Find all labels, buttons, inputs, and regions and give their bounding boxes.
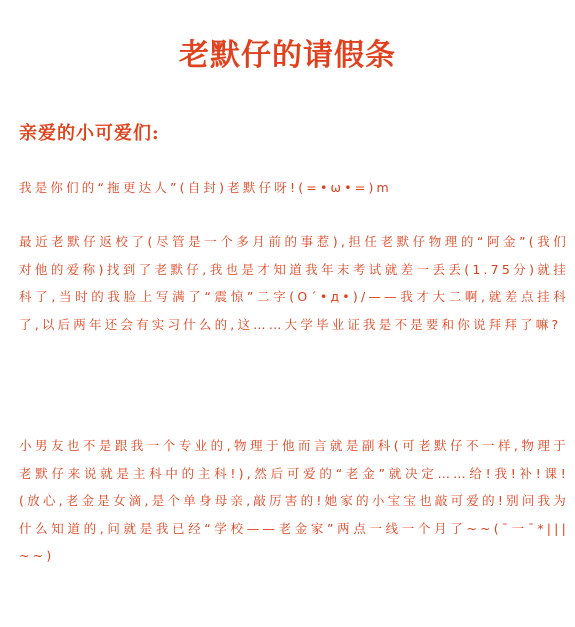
paragraph-tutoring: 小男友也不是跟我一个专业的,物理于他而言就是副科(可老默仔不一样,物理于老默仔来说就是主科中的主科!),然后可爱的“老金”就决定……给!我!补!课!(放心,老金是女滴,是个单身母亲,敲厉害的!她家的小宝宝也敲可爱的!别问我为什么知道的,问就是我已经“学校——老金家”两点一线一个月了~~(¯一¯*|||~~) — [19, 438, 569, 563]
salutation: 亲爱的小可爱们: — [19, 123, 160, 144]
paragraph-intro: 我是你们的“拖更达人”(自封)老默仔呀!(=•ω•=)m — [19, 180, 392, 195]
page-title: 老默仔的请假条 — [179, 38, 396, 73]
paragraph-physics-exam: 最近老默仔返校了(尽管是一个多月前的事惹),担任老默仔物理的“阿金”(我们对他的爱称)找到了老默仔,我也是才知道我年末考试就差一丢丢(1.75分)就挂科了,当时的我脸上写满了“震惊”二字(O´•д•)/——我才大二啊,就差点挂科了,以后两年还会有实习什么的,这……大学毕业证我是不是要和你说拜拜了嘛? — [19, 234, 569, 332]
